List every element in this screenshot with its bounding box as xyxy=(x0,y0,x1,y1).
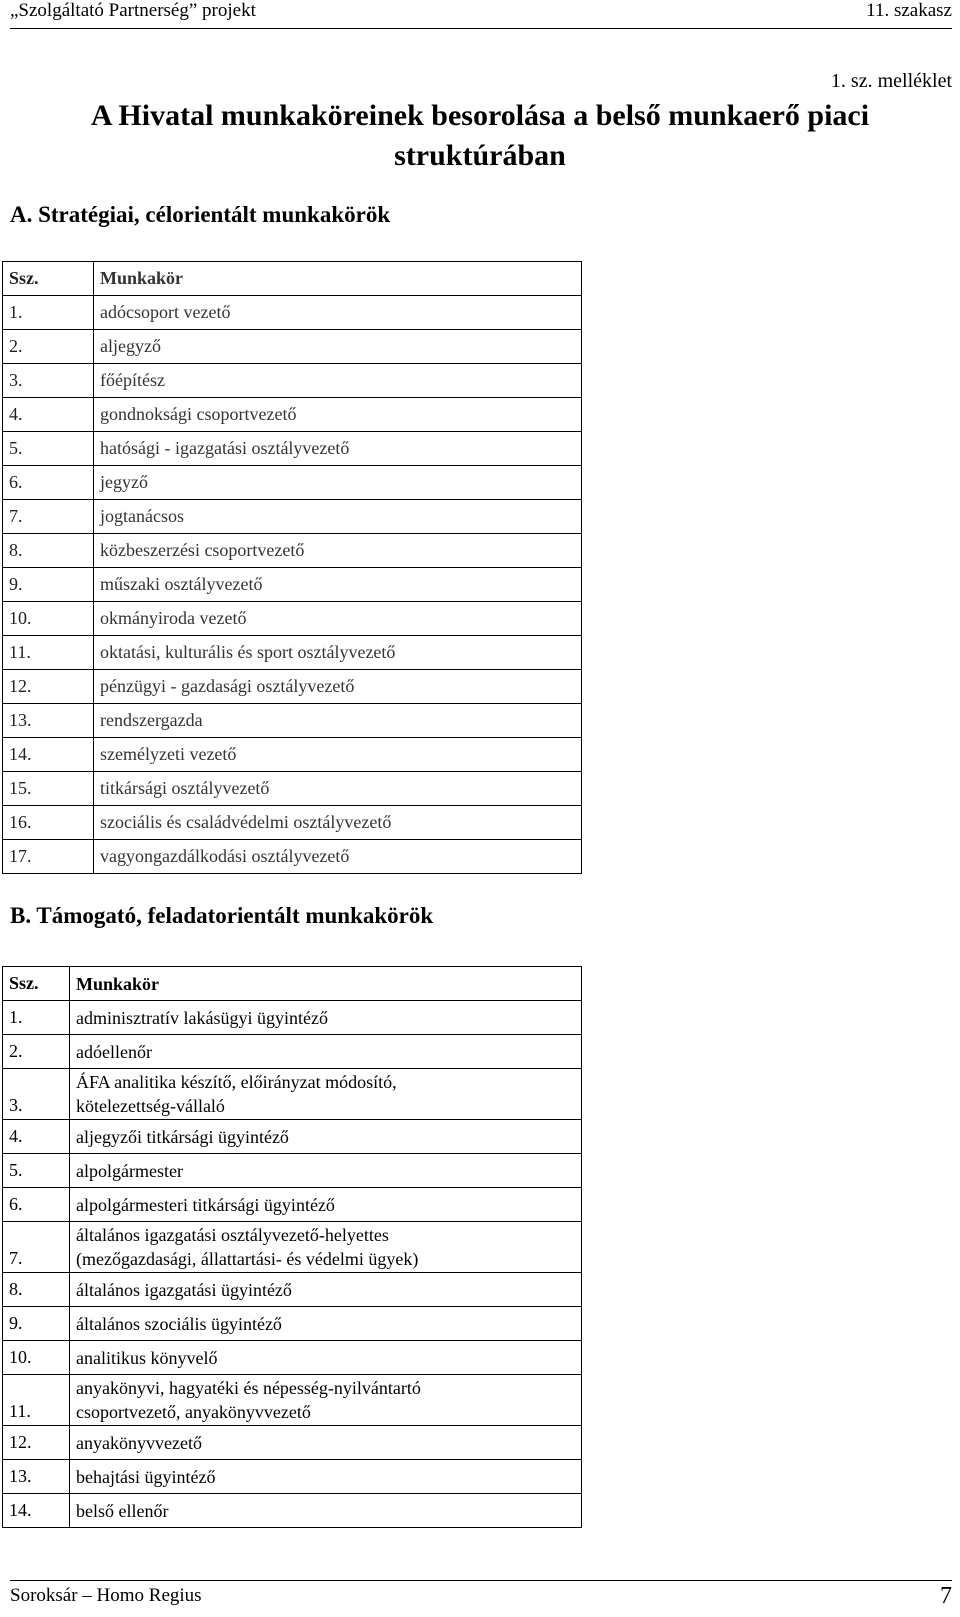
row-number: 15. xyxy=(3,772,94,806)
job-title-line-2: csoportvezető, anyakönyvvezető xyxy=(76,1402,311,1422)
row-job-title: adminisztratív lakásügyi ügyintéző xyxy=(70,1001,582,1035)
row-number: 1. xyxy=(3,296,94,330)
table-header-row xyxy=(3,967,582,1001)
row-number: 9. xyxy=(3,1307,70,1341)
table-row xyxy=(3,1375,582,1426)
row-job-title: általános szociális ügyintéző xyxy=(70,1307,582,1341)
table-row xyxy=(3,1120,582,1154)
row-number: 11. xyxy=(3,1375,70,1426)
annex-label: 1. sz. melléklet xyxy=(830,70,952,92)
row-job-title: rendszergazda xyxy=(94,704,582,738)
row-number: 3. xyxy=(3,1069,70,1120)
table-row xyxy=(3,364,582,398)
page-footer xyxy=(10,1580,952,1611)
row-number: 14. xyxy=(3,1494,70,1528)
row-number: 6. xyxy=(3,466,94,500)
table-row xyxy=(3,1426,582,1460)
col-header-num: Ssz. xyxy=(3,967,70,1001)
table-row xyxy=(3,840,582,874)
row-job-title: általános igazgatási ügyintéző xyxy=(70,1273,582,1307)
col-header-name: Munkakör xyxy=(94,262,582,296)
footer-text: Soroksár – Homo Regius xyxy=(10,1585,202,1606)
row-job-title: jegyző xyxy=(94,466,582,500)
row-number: 3. xyxy=(3,364,94,398)
row-job-title: adóellenőr xyxy=(70,1035,582,1069)
job-title-line-1: ÁFA analitika készítő, előirányzat módosító, xyxy=(76,1072,397,1092)
row-job-title: vagyongazdálkodási osztályvezető xyxy=(94,840,582,874)
row-number: 12. xyxy=(3,670,94,704)
row-number: 10. xyxy=(3,1341,70,1375)
table-row xyxy=(3,432,582,466)
row-job-title: titkársági osztályvezető xyxy=(94,772,582,806)
row-number: 7. xyxy=(3,1222,70,1273)
row-job-title: oktatási, kulturális és sport osztályvezető xyxy=(94,636,582,670)
row-number: 2. xyxy=(3,330,94,364)
row-job-title: jogtanácsos xyxy=(94,500,582,534)
table-row xyxy=(3,568,582,602)
row-job-title: műszaki osztályvezető xyxy=(94,568,582,602)
row-number: 1. xyxy=(3,1001,70,1035)
table-row xyxy=(3,1154,582,1188)
table-row xyxy=(3,534,582,568)
row-number: 4. xyxy=(3,398,94,432)
row-number: 17. xyxy=(3,840,94,874)
table-row xyxy=(3,1460,582,1494)
row-job-title: adócsoport vezető xyxy=(94,296,582,330)
table-row xyxy=(3,670,582,704)
row-job-title xyxy=(70,1222,582,1273)
row-job-title: személyzeti vezető xyxy=(94,738,582,772)
row-job-title: anyakönyvvezető xyxy=(70,1426,582,1460)
row-job-title: pénzügyi - gazdasági osztályvezető xyxy=(94,670,582,704)
row-number: 9. xyxy=(3,568,94,602)
row-number: 14. xyxy=(3,738,94,772)
row-job-title: hatósági - igazgatási osztályvezető xyxy=(94,432,582,466)
table-row xyxy=(3,296,582,330)
table-row xyxy=(3,1035,582,1069)
page-header xyxy=(10,0,952,29)
table-row xyxy=(3,330,582,364)
job-title-line-1: anyakönyvi, hagyatéki és népesség-nyilvántartó xyxy=(76,1378,421,1398)
job-title-line-1: általános igazgatási osztályvezető-helyettes xyxy=(76,1225,389,1245)
table-row xyxy=(3,772,582,806)
table-row xyxy=(3,1494,582,1528)
table-row xyxy=(3,1341,582,1375)
row-number: 7. xyxy=(3,500,94,534)
row-number: 10. xyxy=(3,602,94,636)
row-job-title: gondnoksági csoportvezető xyxy=(94,398,582,432)
table-row xyxy=(3,704,582,738)
row-job-title xyxy=(70,1069,582,1120)
table-row xyxy=(3,1001,582,1035)
row-job-title: szociális és családvédelmi osztályvezető xyxy=(94,806,582,840)
page-title xyxy=(0,96,960,176)
row-number: 6. xyxy=(3,1188,70,1222)
table-row xyxy=(3,1273,582,1307)
row-number: 4. xyxy=(3,1120,70,1154)
row-job-title: okmányiroda vezető xyxy=(94,602,582,636)
row-number: 5. xyxy=(3,1154,70,1188)
table-row xyxy=(3,1188,582,1222)
header-section: 11. szakasz xyxy=(866,0,952,21)
section-a-heading: A. Stratégiai, célorientált munkakörök xyxy=(10,202,391,227)
row-job-title xyxy=(70,1375,582,1426)
row-job-title: alpolgármesteri titkársági ügyintéző xyxy=(70,1188,582,1222)
section-b-heading: B. Támogató, feladatorientált munkakörök xyxy=(10,903,434,928)
row-number: 13. xyxy=(3,1460,70,1494)
header-project: „Szolgáltató Partnerség” projekt xyxy=(10,0,256,21)
table-b xyxy=(2,966,582,1528)
table-row xyxy=(3,466,582,500)
row-job-title: alpolgármester xyxy=(70,1154,582,1188)
row-number: 12. xyxy=(3,1426,70,1460)
table-a xyxy=(2,261,582,874)
col-header-num: Ssz. xyxy=(3,262,94,296)
col-header-name: Munkakör xyxy=(70,967,582,1001)
table-row xyxy=(3,398,582,432)
table-row xyxy=(3,1307,582,1341)
row-number: 13. xyxy=(3,704,94,738)
table-row xyxy=(3,602,582,636)
job-title-line-2: kötelezettség-vállaló xyxy=(76,1096,225,1116)
row-job-title: behajtási ügyintéző xyxy=(70,1460,582,1494)
row-job-title: aljegyzői titkársági ügyintéző xyxy=(70,1120,582,1154)
table-row xyxy=(3,738,582,772)
table-row xyxy=(3,1069,582,1120)
row-number: 8. xyxy=(3,534,94,568)
row-job-title: analitikus könyvelő xyxy=(70,1341,582,1375)
table-row xyxy=(3,806,582,840)
title-line-1: A Hivatal munkaköreinek besorolása a belső munkaerő piaci xyxy=(90,99,870,132)
table-header-row xyxy=(3,262,582,296)
title-line-2: struktúrában xyxy=(394,139,566,172)
row-job-title: közbeszerzési csoportvezető xyxy=(94,534,582,568)
page-number: 7 xyxy=(940,1583,952,1609)
table-row xyxy=(3,636,582,670)
row-number: 16. xyxy=(3,806,94,840)
job-title-line-2: (mezőgazdasági, állattartási- és védelmi ügyek) xyxy=(76,1249,419,1269)
row-number: 8. xyxy=(3,1273,70,1307)
row-number: 2. xyxy=(3,1035,70,1069)
row-number: 11. xyxy=(3,636,94,670)
row-job-title: főépítész xyxy=(94,364,582,398)
table-row xyxy=(3,1222,582,1273)
row-job-title: belső ellenőr xyxy=(70,1494,582,1528)
table-row xyxy=(3,500,582,534)
row-number: 5. xyxy=(3,432,94,466)
row-job-title: aljegyző xyxy=(94,330,582,364)
